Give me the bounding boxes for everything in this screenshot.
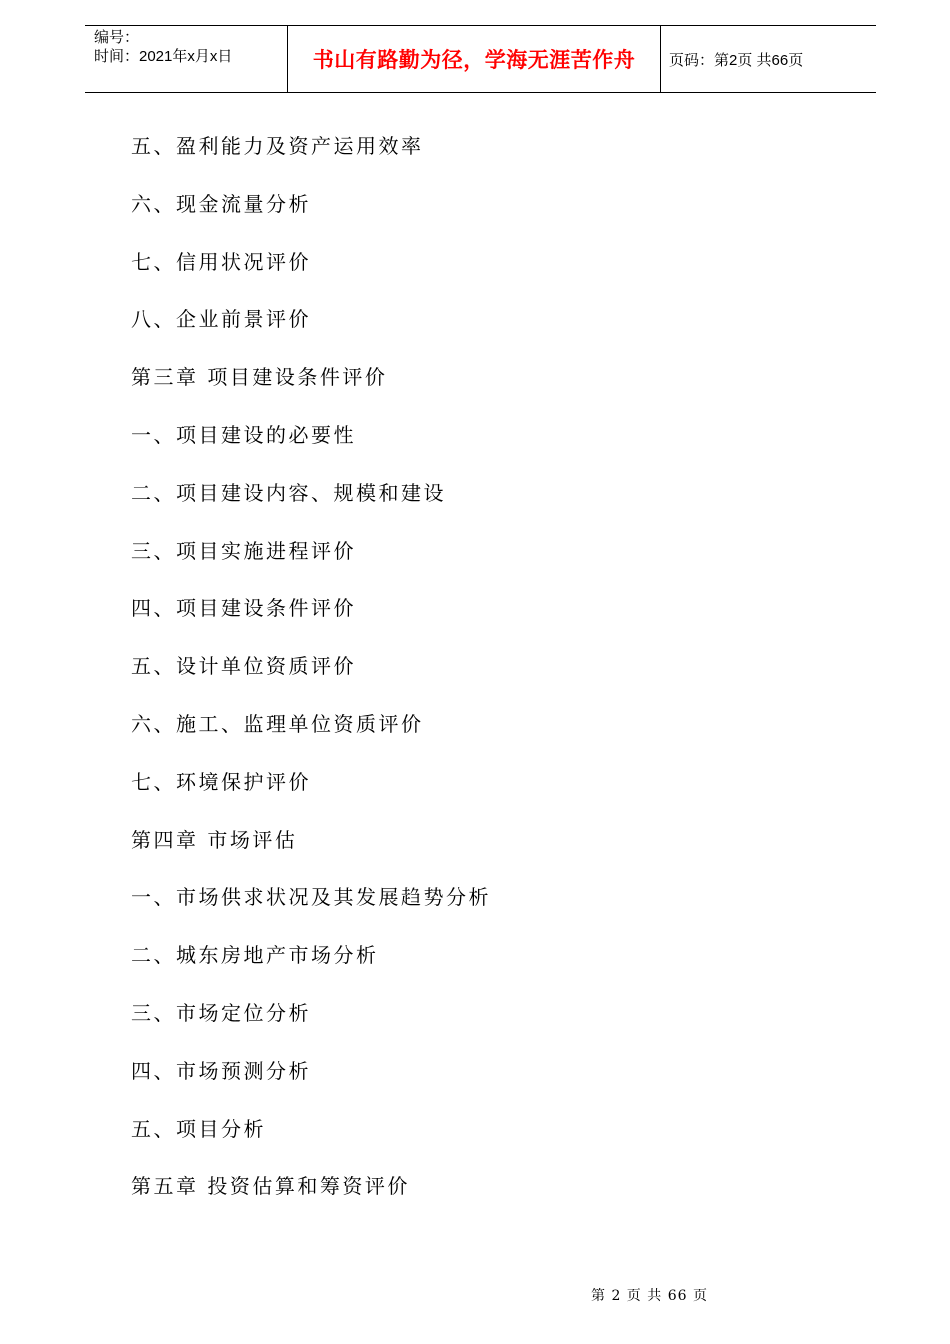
header-page-info: 页码：第2页 共66页	[669, 51, 804, 69]
toc-item: 二、城东房地产市场分析	[131, 943, 379, 968]
toc-item: 五、设计单位资质评价	[131, 654, 356, 679]
header-motto: 书山有路勤为径，学海无涯苦作舟	[288, 26, 661, 92]
toc-item: 五、项目分析	[131, 1116, 266, 1141]
toc-item: 六、施工、监理单位资质评价	[131, 711, 424, 736]
toc-item: 第三章 项目建设条件评价	[131, 365, 388, 390]
toc-item: 一、市场供求状况及其发展趋势分析	[131, 885, 491, 910]
document-number-label: 编号：	[94, 29, 140, 46]
table-of-contents	[131, 127, 491, 1225]
toc-item: 三、项目实施进程评价	[131, 538, 356, 563]
toc-item: 五、盈利能力及资产运用效率	[131, 134, 424, 158]
toc-item: 七、环境保护评价	[131, 769, 311, 794]
toc-item: 七、信用状况评价	[131, 249, 311, 274]
toc-item: 三、市场定位分析	[131, 1000, 311, 1025]
header-meta-cell	[85, 26, 288, 92]
document-time-label: 时间：2021年x月x日	[94, 48, 233, 65]
toc-item: 第五章 投资估算和筹资评价	[131, 1174, 410, 1199]
toc-item: 四、项目建设条件评价	[131, 596, 356, 621]
toc-item: 六、现金流量分析	[131, 191, 311, 216]
toc-item: 第四章 市场评估	[131, 827, 298, 852]
page-footer: 第 2 页 共 66 页	[591, 1288, 708, 1304]
toc-item: 一、项目建设的必要性	[131, 422, 356, 447]
toc-item: 四、市场预测分析	[131, 1058, 311, 1083]
page-header	[85, 25, 876, 93]
toc-item: 八、企业前景评价	[131, 307, 311, 332]
toc-item: 二、项目建设内容、规模和建设	[131, 480, 446, 505]
